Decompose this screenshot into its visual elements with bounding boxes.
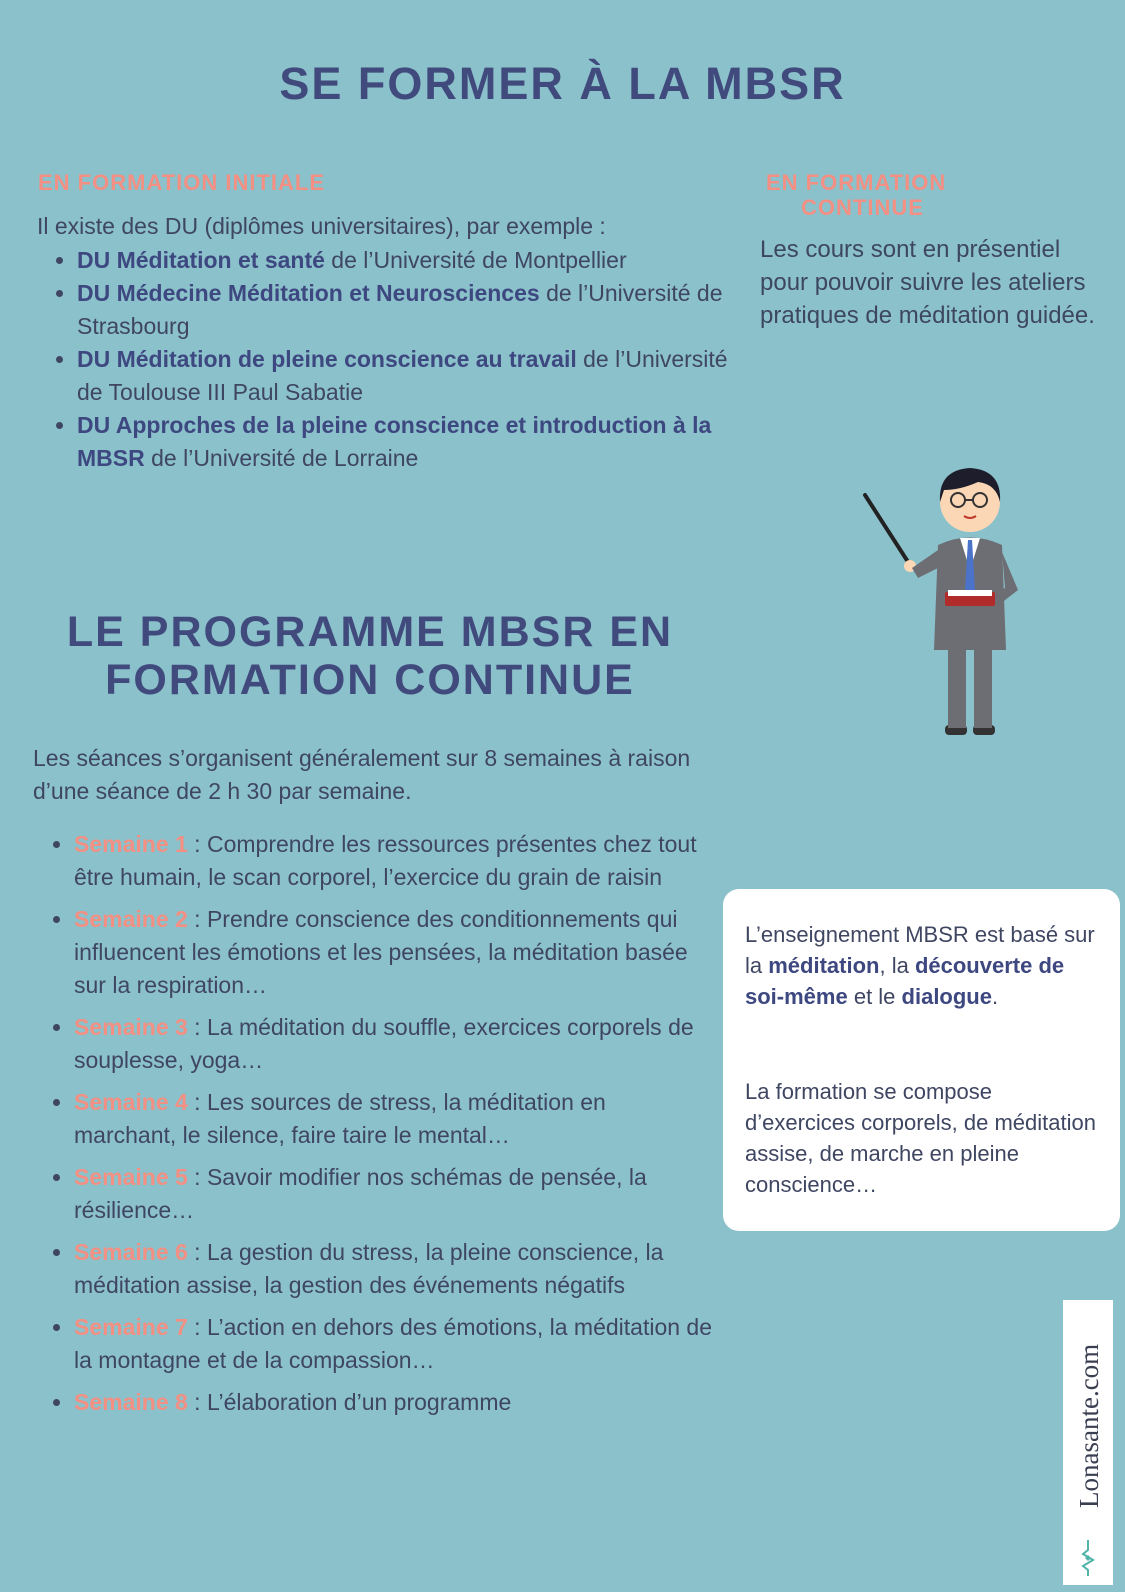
list-item: • DU Méditation de pleine conscience au travail de l’Université de Toulouse III Paul Sabatie — [77, 343, 737, 409]
heartbeat-icon — [1071, 1540, 1105, 1576]
list-item: • Semaine 2 : Prendre conscience des conditionnements qui influencent les émotions et les pensées, la méditation basée sur la respiration… — [74, 903, 714, 1002]
list-item: • DU Approches de la pleine conscience et introduction à la MBSR de l’Université de Lorraine — [77, 409, 737, 475]
info-box-paragraph-1: L’enseignement MBSR est basé sur la méditation, la découverte de soi-même et le dialogue. — [745, 922, 1095, 1009]
programme-title-line2: FORMATION CONTINUE — [105, 656, 635, 704]
info-box-paragraph-2: La formation se compose d’exercices corporels, de méditation assise, de marche en pleine conscience… — [745, 1079, 1096, 1197]
list-item: • Semaine 4 : Les sources de stress, la méditation en marchant, le silence, faire taire le mental… — [74, 1086, 714, 1152]
list-item: • Semaine 7 : L’action en dehors des émotions, la méditation de la montagne et de la compassion… — [74, 1311, 714, 1377]
heading-continue-line2: CONTINUE — [801, 195, 924, 220]
heading-initial: EN FORMATION INITIALE — [38, 170, 326, 195]
programme-title — [0, 608, 740, 704]
heading-continue-line1: EN FORMATION — [766, 170, 947, 195]
list-item: • Semaine 5 : Savoir modifier nos schémas de pensée, la résilience… — [74, 1161, 714, 1227]
list-item: • Semaine 3 : La méditation du souffle, exercices corporels de souplesse, yoga… — [74, 1011, 714, 1077]
list-item: • DU Méditation et santé de l’Université de Montpellier — [77, 244, 737, 277]
programme-lead: Les séances s’organisent généralement sur 8 semaines à raison d’une séance de 2 h 30 par semaine. — [33, 745, 691, 804]
teacher-illustration — [860, 440, 1040, 750]
weeks-list — [52, 828, 714, 1428]
brand-logo — [1063, 1300, 1113, 1585]
du-list — [55, 244, 737, 475]
info-box — [723, 889, 1120, 1231]
list-item: • Semaine 6 : La gestion du stress, la pleine conscience, la méditation assise, la gestion des événements négatifs — [74, 1236, 714, 1302]
initial-intro: Il existe des DU (diplômes universitaires), par exemple : — [37, 213, 606, 239]
list-item: • DU Médecine Méditation et Neurosciences de l’Université de Strasbourg — [77, 277, 737, 343]
page-title: SE FORMER À LA MBSR — [279, 58, 846, 109]
list-item: • Semaine 8 : L’élaboration d’un programme — [74, 1386, 714, 1419]
continue-text: Les cours sont en présentiel pour pouvoir suivre les ateliers pratiques de méditation guidée. — [760, 236, 1095, 329]
list-item: • Semaine 1 : Comprendre les ressources présentes chez tout être humain, le scan corporel, l’exercice du grain de raisin — [74, 828, 714, 894]
programme-title-line1: LE PROGRAMME MBSR EN — [66, 608, 674, 656]
brand-text: Lonasante.com — [1074, 1343, 1104, 1508]
